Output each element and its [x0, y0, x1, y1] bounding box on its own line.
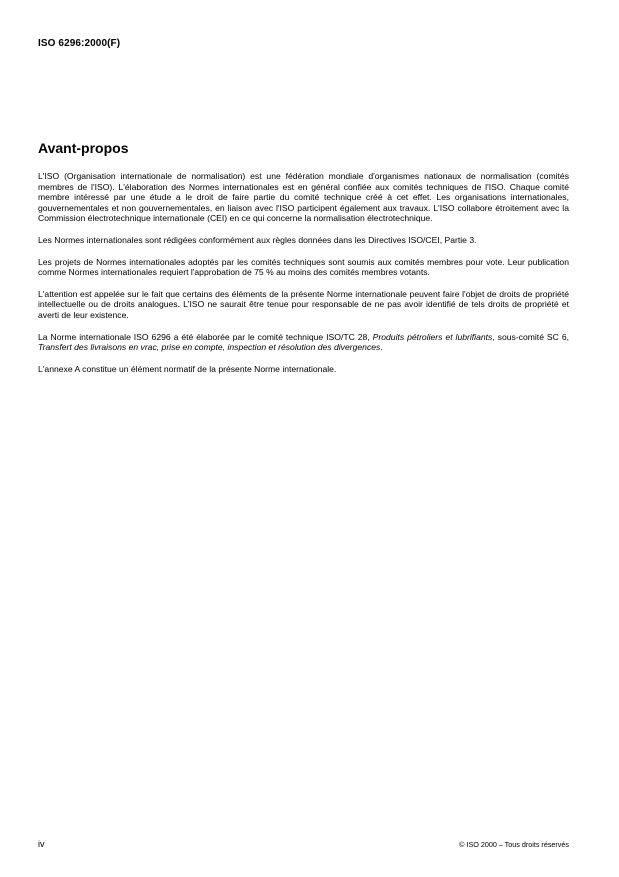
committee-name: Produits pétroliers et lubrifiants: [372, 331, 493, 342]
paragraph-committee: [38, 332, 569, 353]
committee-text-3: .: [380, 342, 383, 353]
committee-text-1: La Norme internationale ISO 6296 a été élaborée par le comité technique ISO/TC 28,: [38, 331, 373, 342]
paragraph-annex: L'annexe A constitue un élément normatif de la présente Norme internationale.: [38, 363, 337, 374]
paragraph-iso-intro: L'ISO (Organisation internationale de normalisation) est une fédération mondiale d'organismes nationaux de normalisation (comités membres de l'ISO). L'élaboration des Normes internationales est en général confiée aux comités techniques de l'ISO. Chaque comité membre intéressé par une étude a le droit de faire partie du comité technique créé à cet effet. Les organisations internationales, gouvernementales et non gouvernementales, en liaison avec l'ISO participent également aux travaux. L'ISO collabore étroitement avec la Commission électrotechnique internationale (CEI) en ce qui concerne la normalisation électrotechnique.: [38, 171, 569, 224]
document-id: ISO 6296:2000(F): [38, 38, 121, 49]
subcommittee-name: Transfert des livraisons en vrac, prise en compte, inspection et résolution des divergences: [38, 342, 381, 353]
copyright-notice: © ISO 2000 – Tous droits réservés: [459, 840, 569, 849]
document-body: [38, 171, 569, 385]
paragraph-directives: Les Normes internationales sont rédigées conformément aux règles données dans les Directives ISO/CEI, Partie 3.: [38, 234, 477, 245]
paragraph-voting: Les projets de Normes internationales adoptés par les comités techniques sont soumis aux comités membres pour vote. Leur publication comme Normes internationales requiert l'approbation de 75 % au moins des comités membres votants.: [38, 256, 569, 278]
paragraph-patent-rights: L'attention est appelée sur le fait que certains des éléments de la présente Norme internationale peuvent faire l'objet de droits de propriété intellectuelle ou de droits analogues. L'ISO ne saurait être tenue pour responsable de ne pas avoir identifié de tels droits de propriété et averti de leur existence.: [38, 288, 569, 320]
committee-text-2: , sous-comité SC 6,: [492, 331, 569, 342]
page-number: iv: [38, 839, 45, 849]
section-title: Avant-propos: [38, 140, 129, 156]
